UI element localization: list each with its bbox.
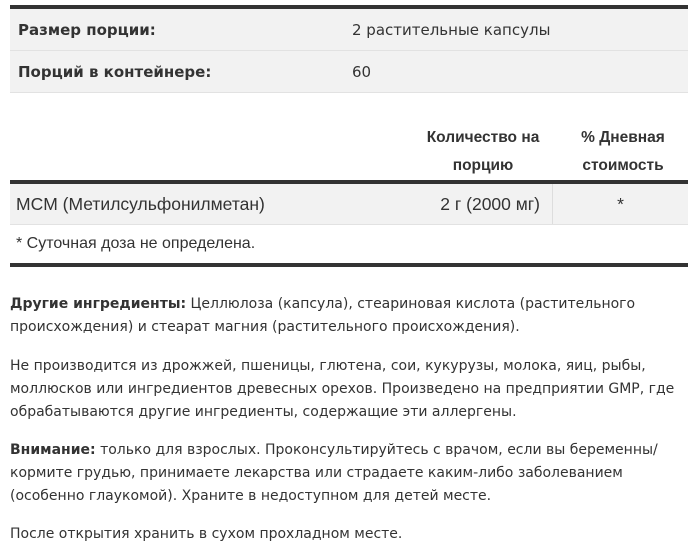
other-ingredients-text: Целлюлоза (капсула), стеариновая кислота (растительного происхождения) и стеарат магния (растительного происхождения).	[10, 296, 636, 335]
storage-paragraph	[10, 523, 690, 546]
ingredient-name: MCM (Метилсульфонилметан)	[16, 193, 265, 214]
warning-paragraph	[10, 439, 690, 508]
ingredient-daily-value: *	[552, 184, 688, 224]
nutrition-table-header	[10, 120, 688, 180]
ingredient-amount: 2 г (2000 мг)	[440, 193, 540, 214]
storage-text: После открытия хранить в сухом прохладном месте.	[10, 526, 403, 542]
serving-size-label: Размер порции:	[18, 20, 156, 39]
servings-per-container-row	[10, 51, 688, 93]
serving-size-value: 2 растительные капсулы	[352, 20, 551, 39]
serving-info-table	[10, 5, 688, 93]
serving-size-row	[10, 9, 688, 51]
warning-label: Внимание:	[10, 442, 96, 458]
table-row	[10, 184, 688, 225]
dv-header-line2: стоимость	[582, 157, 664, 174]
other-ingredients-paragraph	[10, 293, 690, 339]
allergens-text: Не производится из дрожжей, пшеницы, глютена, сои, кукурузы, молока, яиц, рыбы, моллюсков или ингредиентов древесных орехов. Произведено на предприятии GMP, где обрабатываются другие ингредиенты, содержащие эти аллергены.	[10, 358, 675, 420]
daily-value-header	[558, 124, 688, 180]
dv-header-line1: % Дневная	[581, 129, 665, 146]
amount-header-line2: порцию	[452, 157, 514, 174]
allergens-paragraph	[10, 355, 690, 424]
warning-text: только для взрослых. Проконсультируйтесь с врачом, если вы беременны/кормите грудью, принимаете лекарства или страдаете каким-либо заболеванием (особенно глаукомой). Храните в недоступном для детей месте.	[10, 442, 658, 504]
nutrition-table	[10, 120, 688, 267]
footnote-text: * Суточная доза не определена.	[16, 235, 256, 252]
footnote-row	[10, 225, 688, 267]
amount-per-serving-header	[408, 124, 558, 180]
amount-header-line1: Количество на	[426, 129, 540, 146]
servings-per-container-label: Порций в контейнере:	[18, 62, 212, 81]
servings-per-container-value: 60	[352, 62, 372, 81]
other-ingredients-label: Другие ингредиенты:	[10, 296, 187, 312]
